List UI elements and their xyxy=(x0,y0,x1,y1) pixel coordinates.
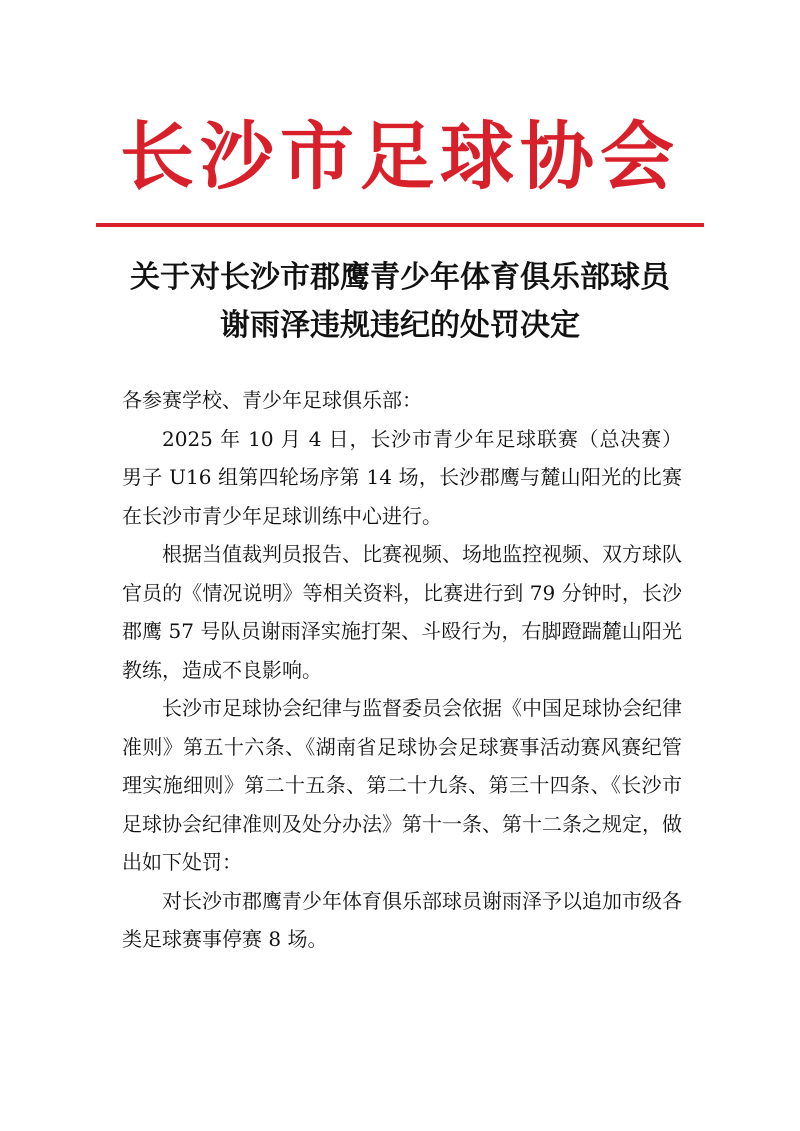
paragraph-basis: 长沙市足球协会纪律与监督委员会依据《中国足球协会纪律准则》第五十六条、《湖南省足球协会足球赛事活动赛风赛纪管理实施细则》第二十五条、第二十九条、第三十四条、《长沙市足球协会纪律准则及处分办法》第十一条、第十二条之规定，做出如下处罚： xyxy=(122,696,682,874)
letterhead-org-name: 长沙市足球协会 xyxy=(120,114,680,200)
document-body xyxy=(122,381,682,959)
salutation: 各参赛学校、青少年足球俱乐部： xyxy=(122,388,422,412)
document-title xyxy=(0,254,800,350)
paragraph-findings: 根据当值裁判员报告、比赛视频、场地监控视频、双方球队官员的《情况说明》等相关资料，比赛进行到 79 分钟时，长沙郡鹰 57 号队员谢雨泽实施打架、斗殴行为，右脚蹬踹麓山阳光教练，造成不良影响。 xyxy=(122,542,682,682)
paragraph-penalty: 对长沙市郡鹰青少年体育俱乐部球员谢雨泽予以追加市级各类足球赛事停赛 8 场。 xyxy=(122,888,682,951)
letterhead-red-rule xyxy=(96,223,704,227)
document-title-line-2: 谢雨泽违规违纪的处罚决定 xyxy=(220,308,580,343)
document-title-line-1: 关于对长沙市郡鹰青少年体育俱乐部球员 xyxy=(130,260,670,295)
paragraph-incident: 2025 年 10 月 4 日，长沙市青少年足球联赛（总决赛）男子 U16 组第四轮场序第 14 场，长沙郡鹰与麓山阳光的比赛在长沙市青少年足球训练中心进行。 xyxy=(122,426,682,528)
